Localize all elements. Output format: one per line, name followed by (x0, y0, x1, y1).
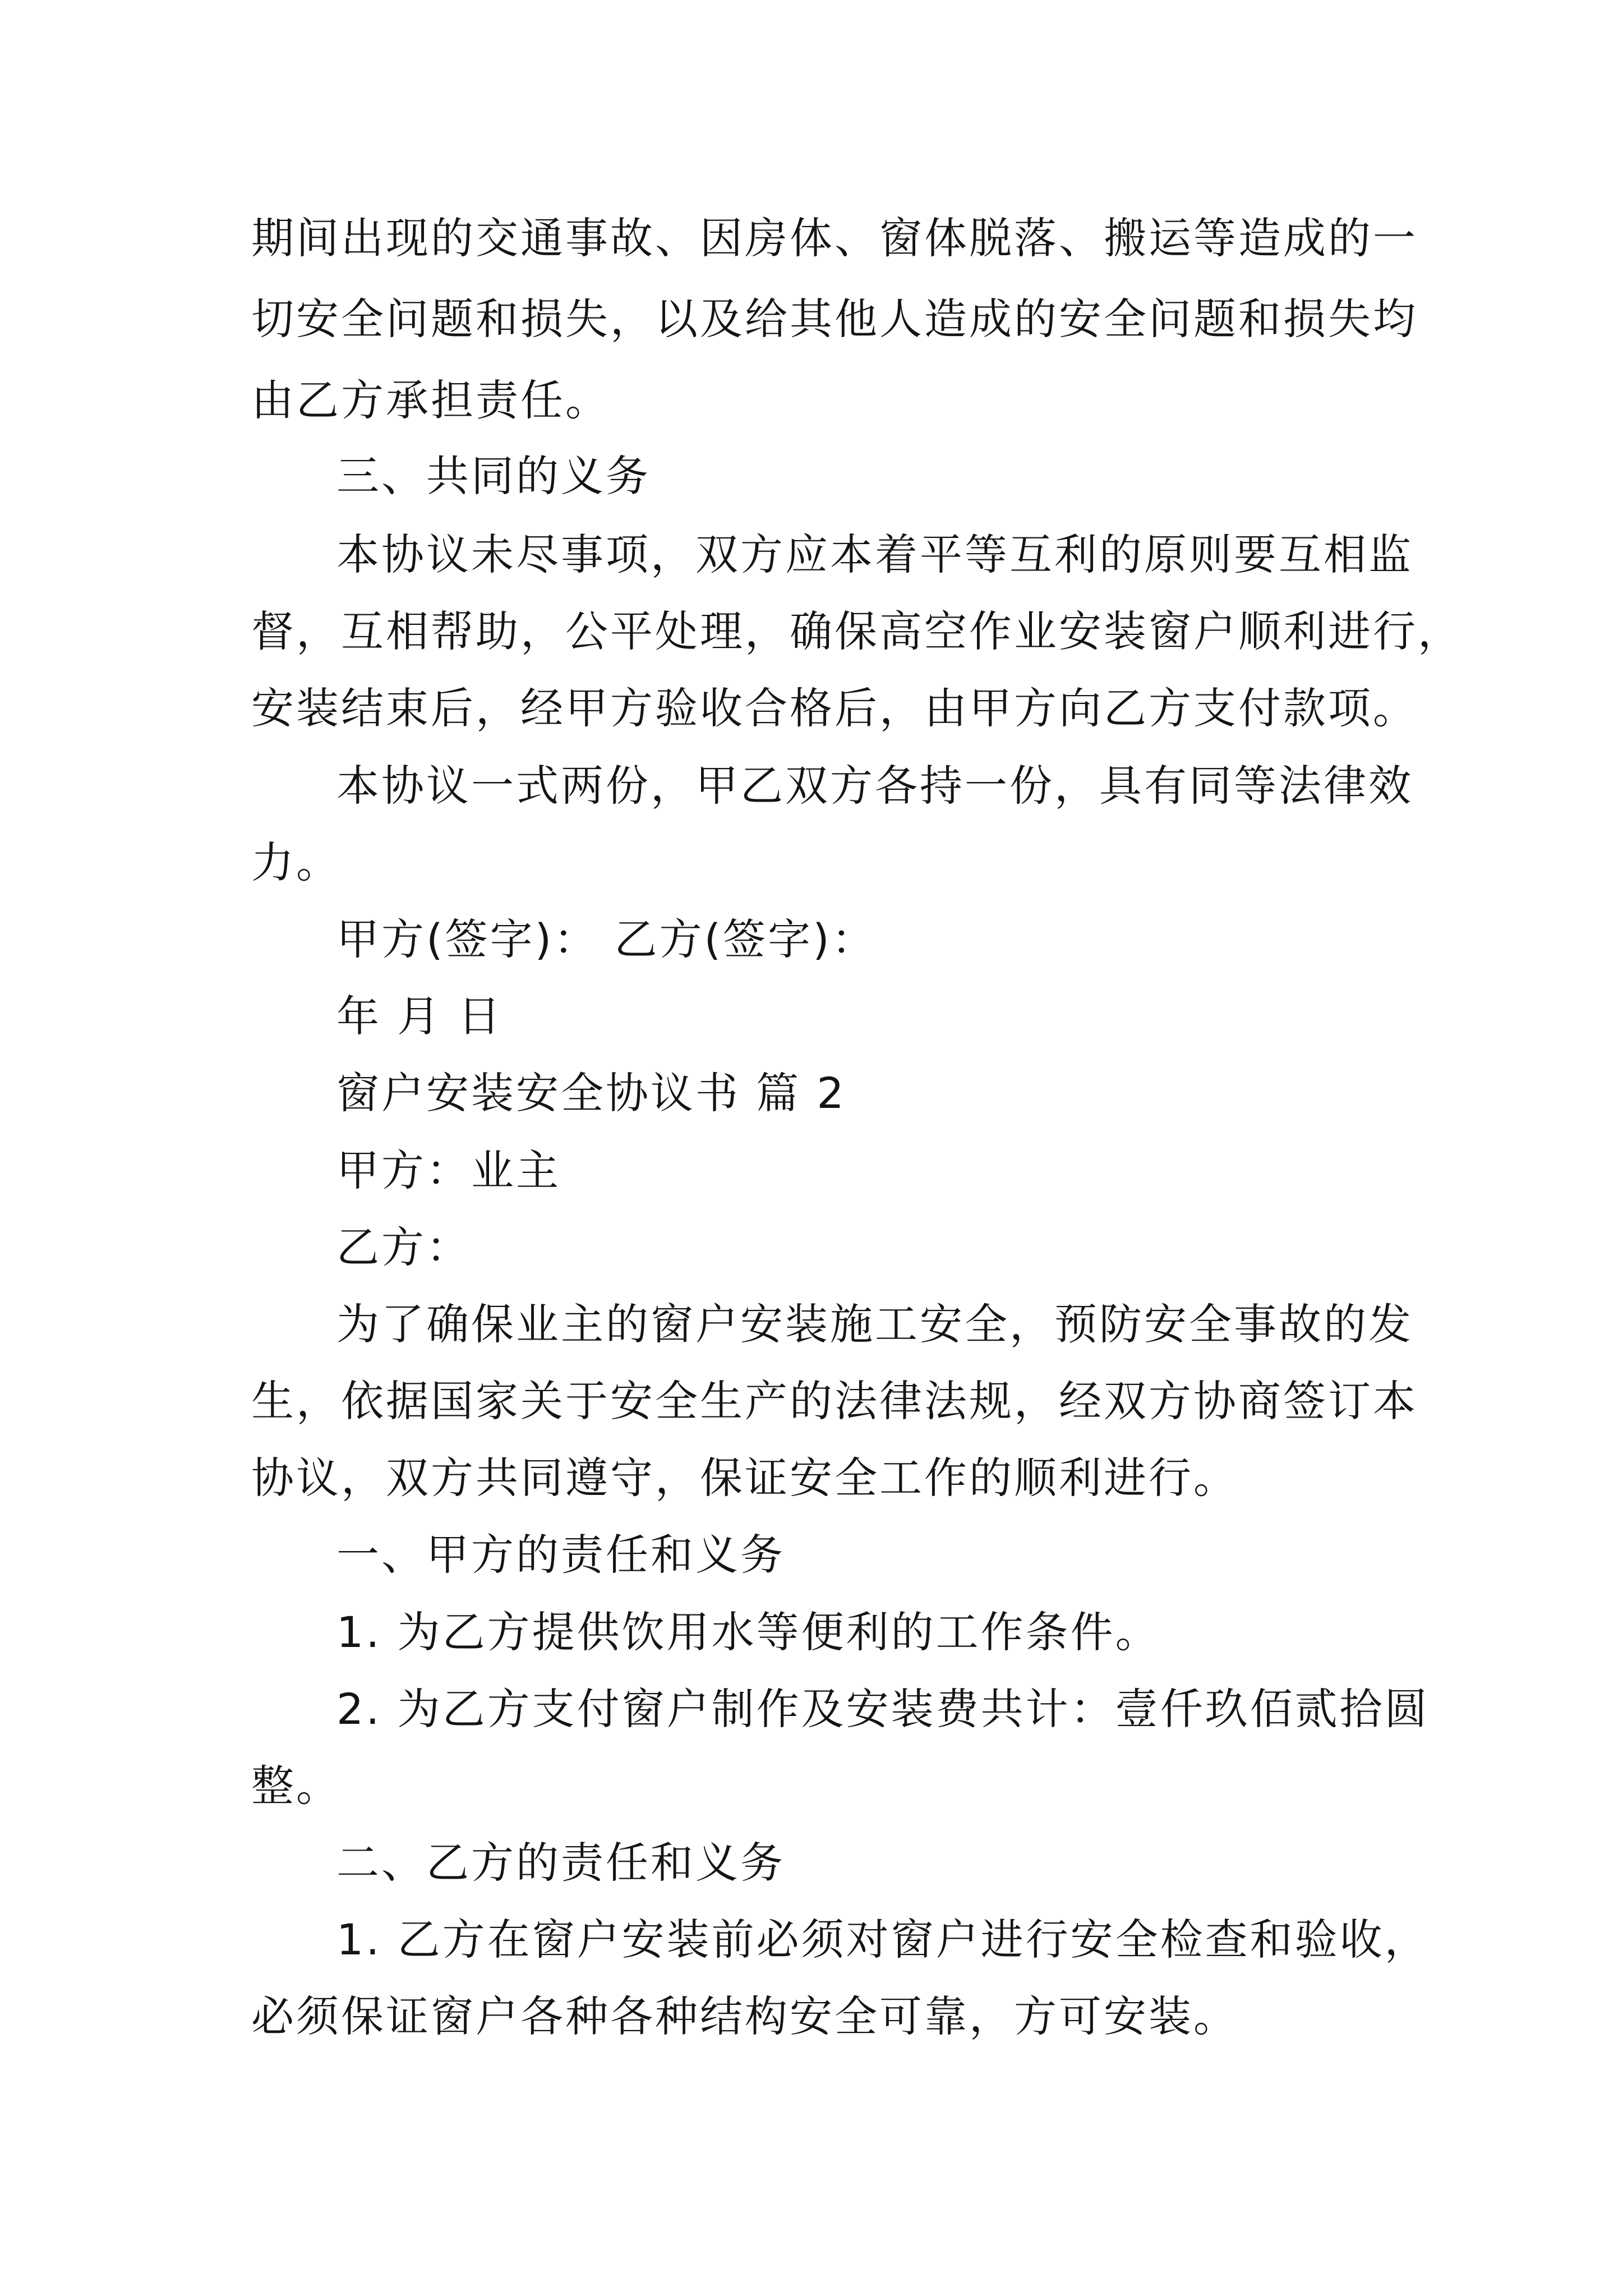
section-heading: 三、共同的义务 (336, 451, 651, 501)
party-a-line: 甲方：业主 (336, 1145, 561, 1195)
text-line: 期间出现的交通事故、因房体、窗体脱落、搬运等造成的一 (251, 213, 1418, 263)
signature-line: 甲方(签字)： 乙方(签字)： (336, 914, 877, 964)
text-line: 本协议未尽事项，双方应本着平等互利的原则要互相监 (336, 530, 1413, 579)
list-item: 1. 为乙方提供饮用水等便利的工作条件。 (336, 1607, 1160, 1657)
text-line: 必须保证窗户各种各种结构安全可靠，方可安装。 (251, 1991, 1238, 2041)
document-title: 窗户安装安全协议书 篇 2 (336, 1068, 846, 1118)
date-line: 年 月 日 (336, 991, 503, 1041)
text-line: 力。 (251, 838, 341, 887)
text-line: 督，互相帮助，公平处理，确保高空作业安装窗户顺利进行， (251, 606, 1463, 656)
text-line: 为了确保业主的窗户安装施工安全，预防安全事故的发 (336, 1299, 1413, 1349)
text-line: 安装结束后，经甲方验收合格后，由甲方向乙方支付款项。 (251, 683, 1418, 733)
section-heading: 二、乙方的责任和义务 (336, 1838, 785, 1888)
list-item: 2. 为乙方支付窗户制作及安装费共计：壹仟玖佰贰拾圆 (336, 1684, 1430, 1734)
text-line: 整。 (251, 1761, 341, 1811)
text-line: 本协议一式两份，甲乙双方各持一份，具有同等法律效 (336, 761, 1413, 811)
text-line: 由乙方承担责任。 (251, 375, 610, 425)
text-line: 协议，双方共同遵守，保证安全工作的顺利进行。 (251, 1453, 1238, 1503)
list-item: 1. 乙方在窗户安装前必须对窗户进行安全检查和验收， (336, 1915, 1430, 1964)
text-line: 生，依据国家关于安全生产的法律法规，经双方协商签订本 (251, 1376, 1418, 1426)
party-b-line: 乙方： (336, 1222, 471, 1272)
text-line: 切安全问题和损失，以及给其他人造成的安全问题和损失均 (251, 294, 1418, 344)
section-heading: 一、甲方的责任和义务 (336, 1530, 785, 1580)
